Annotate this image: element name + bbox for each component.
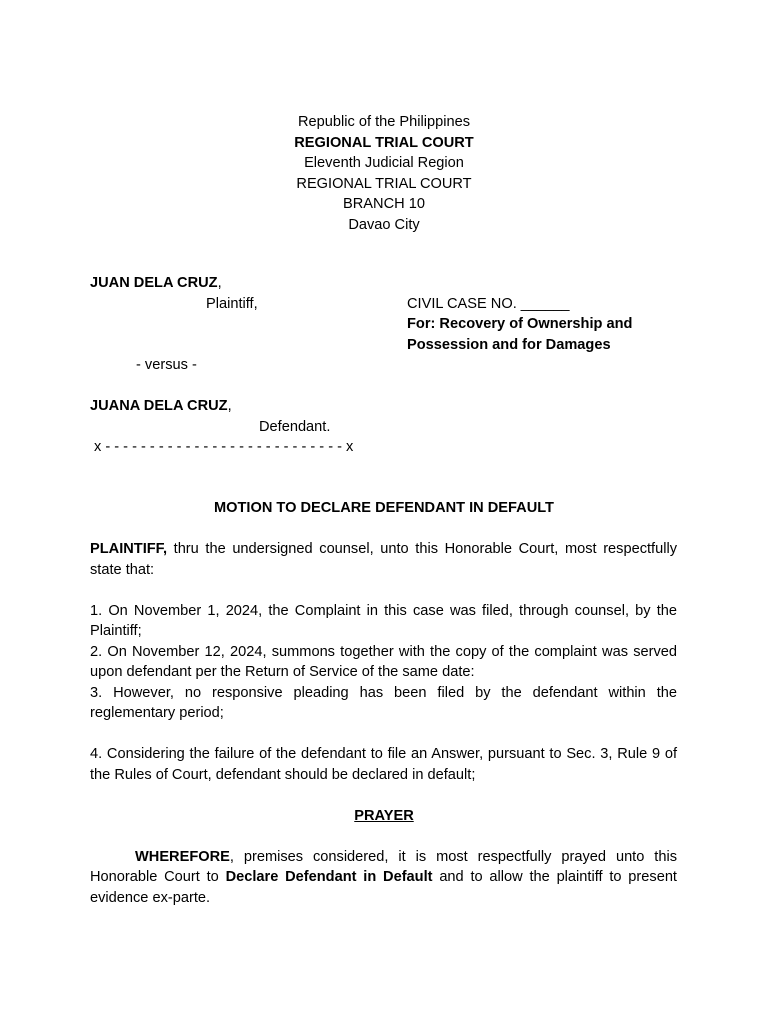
header-court-repeat: REGIONAL TRIAL COURT bbox=[296, 175, 472, 192]
defendant-comma: , bbox=[227, 398, 232, 414]
prayer-paragraph bbox=[90, 847, 677, 909]
defendant-role: Defendant. bbox=[259, 418, 331, 435]
plaintiff-comma: , bbox=[217, 275, 222, 291]
defendant-name-line bbox=[90, 396, 232, 417]
header-branch: BRANCH 10 bbox=[343, 196, 425, 212]
civil-case-number: CIVIL CASE NO. ______ bbox=[407, 295, 570, 312]
plaintiff-role: Plaintiff, bbox=[206, 295, 258, 312]
prayer-text-2: and to allow the plaintiff to present evidence ex-parte. bbox=[90, 869, 677, 906]
prayer-heading: PRAYER bbox=[354, 807, 414, 824]
prayer-lead: WHEREFORE bbox=[135, 848, 230, 865]
intro-paragraph bbox=[90, 539, 677, 580]
allegation-4: 4. Considering the failure of the defendant to file an Answer, pursuant to Sec. 3, Rule 9 of the Rules of Court, defendant should be declared in default; bbox=[90, 746, 677, 783]
header-republic: Republic of the Philippines bbox=[298, 114, 470, 130]
prayer-text-1: , premises considered, it is most respectfully prayed unto this Honorable Court to bbox=[90, 848, 677, 885]
case-nature-line-2: Possession and for Damages bbox=[407, 336, 611, 353]
header-city: Davao City bbox=[348, 216, 420, 233]
defendant-name: JUANA DELA CRUZ bbox=[90, 398, 228, 414]
allegation-1: 1. On November 1, 2024, the Complaint in this case was filed, through counsel, by the Plaintiff; bbox=[90, 602, 677, 639]
caption-separator: x - - - - - - - - - - - - - - - - - - - - - - - - - - - x bbox=[94, 439, 354, 455]
intro-lead: PLAINTIFF, bbox=[90, 541, 168, 557]
case-nature-line-1: For: Recovery of Ownership and bbox=[407, 316, 633, 332]
plaintiff-name-line bbox=[90, 273, 222, 294]
plaintiff-name: JUAN DELA CRUZ bbox=[90, 275, 218, 291]
versus-label: - versus - bbox=[136, 357, 197, 373]
allegation-3: 3. However, no responsive pleading has been filed by the defendant within the reglementary period; bbox=[90, 684, 677, 721]
prayer-emphasis: Declare Defendant in Default bbox=[225, 869, 433, 885]
header-court: REGIONAL TRIAL COURT bbox=[294, 134, 474, 151]
allegation-2: 2. On November 12, 2024, summons together with the copy of the complaint was served upon defendant per the Return of Service of the same date: bbox=[90, 643, 677, 680]
header-region: Eleventh Judicial Region bbox=[304, 155, 464, 171]
motion-title: MOTION TO DECLARE DEFENDANT IN DEFAULT bbox=[214, 500, 554, 516]
intro-text: thru the undersigned counsel, unto this Honorable Court, most respectfully state that: bbox=[90, 541, 677, 578]
